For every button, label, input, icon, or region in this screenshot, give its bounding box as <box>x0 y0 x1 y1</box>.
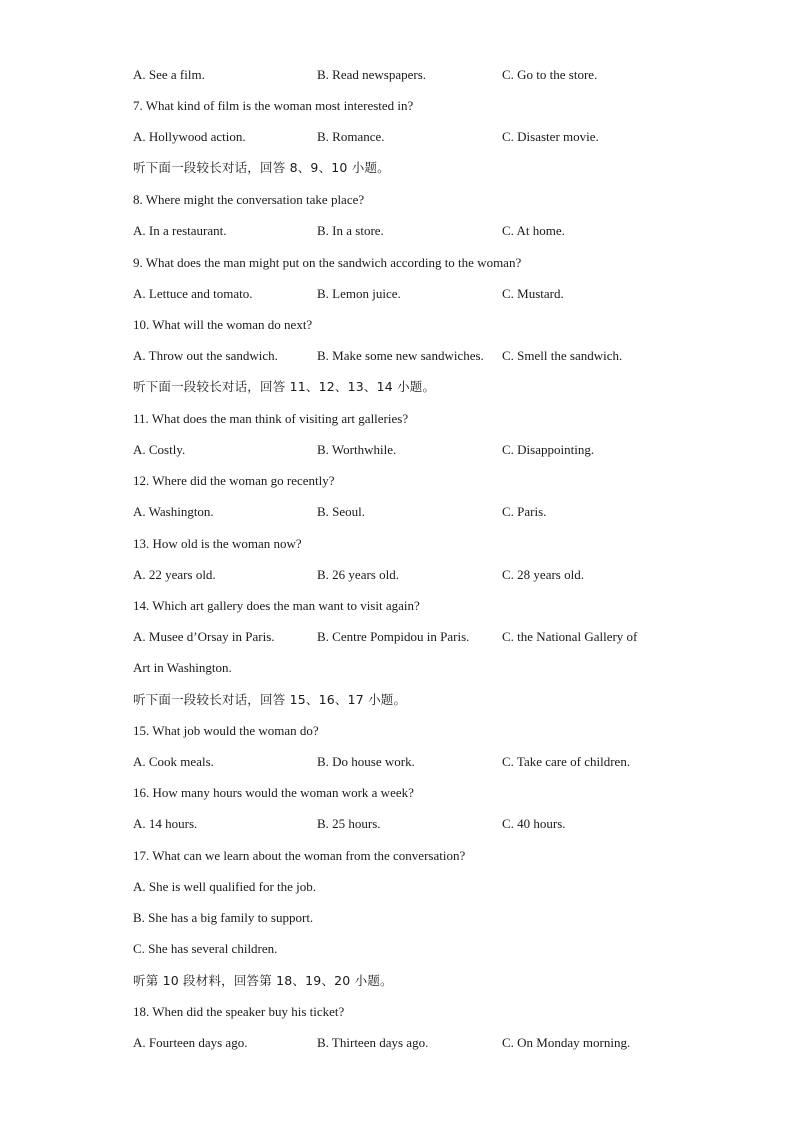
option-b: B. Romance. <box>317 129 385 144</box>
question-18: 18. When did the speaker buy his ticket? <box>133 1004 345 1019</box>
option-c: C. 40 hours. <box>502 816 566 831</box>
option-b: B. Lemon juice. <box>317 286 401 301</box>
section-heading-15-17: 听下面一段较长对话，回答 15、16、17 小题。 <box>133 692 407 707</box>
option-c: C. She has several children. <box>133 941 278 956</box>
option-b: B. Thirteen days ago. <box>317 1035 429 1050</box>
option-c: C. Smell the sandwich. <box>502 348 623 363</box>
option-c: C. On Monday morning. <box>502 1035 631 1050</box>
question-16: 16. How many hours would the woman work a week? <box>133 785 414 800</box>
option-a: A. Musee d’Orsay in Paris. <box>133 629 275 644</box>
question-7: 7. What kind of film is the woman most interested in? <box>133 98 414 113</box>
option-c: C. Take care of children. <box>502 754 631 769</box>
option-a: A. Lettuce and tomato. <box>133 286 253 301</box>
section-heading-18-20: 听第 10 段材料，回答第 18、19、20 小题。 <box>133 973 393 988</box>
option-c: C. Disaster movie. <box>502 129 599 144</box>
section-heading-8-10: 听下面一段较长对话，回答 8、9、10 小题。 <box>133 160 390 175</box>
option-a: A. Hollywood action. <box>133 129 246 144</box>
option-b: B. Seoul. <box>317 504 366 519</box>
option-b: B. Worthwhile. <box>317 442 397 457</box>
question-12: 12. Where did the woman go recently? <box>133 473 335 488</box>
section-heading-11-14: 听下面一段较长对话，回答 11、12、13、14 小题。 <box>133 379 436 394</box>
option-a: A. Fourteen days ago. <box>133 1035 248 1050</box>
question-10: 10. What will the woman do next? <box>133 317 313 332</box>
option-a: A. She is well qualified for the job. <box>133 879 317 894</box>
option-a: A. In a restaurant. <box>133 223 227 238</box>
option-a: A. Costly. <box>133 442 186 457</box>
question-17: 17. What can we learn about the woman from the conversation? <box>133 848 466 863</box>
option-a: A. Cook meals. <box>133 754 214 769</box>
option-a: A. 14 hours. <box>133 816 198 831</box>
option-b: B. 26 years old. <box>317 567 399 582</box>
option-b: B. Centre Pompidou in Paris. <box>317 629 470 644</box>
option-c: C. Disappointing. <box>502 442 595 457</box>
option-c: C. 28 years old. <box>502 567 584 582</box>
question-11: 11. What does the man think of visiting art galleries? <box>133 411 409 426</box>
question-8: 8. Where might the conversation take place? <box>133 192 365 207</box>
question-14: 14. Which art gallery does the man want to visit again? <box>133 598 420 613</box>
question-9: 9. What does the man might put on the sandwich according to the woman? <box>133 255 522 270</box>
option-b: B. Do house work. <box>317 754 415 769</box>
option-c: C. Mustard. <box>502 286 564 301</box>
option-b: B. In a store. <box>317 223 384 238</box>
option-a: A. 22 years old. <box>133 567 216 582</box>
option-c: C. Go to the store. <box>502 67 598 82</box>
option-b: B. Make some new sandwiches. <box>317 348 484 363</box>
option-b: B. She has a big family to support. <box>133 910 314 925</box>
option-b: B. 25 hours. <box>317 816 381 831</box>
option-c: C. Paris. <box>502 504 547 519</box>
option-c-continuation: Art in Washington. <box>133 660 232 675</box>
question-13: 13. How old is the woman now? <box>133 536 302 551</box>
option-b: B. Read newspapers. <box>317 67 427 82</box>
option-a: A. Throw out the sandwich. <box>133 348 278 363</box>
option-a: A. Washington. <box>133 504 214 519</box>
option-a: A. See a film. <box>133 67 205 82</box>
option-c: C. the National Gallery of <box>502 629 638 644</box>
question-15: 15. What job would the woman do? <box>133 723 319 738</box>
option-c: C. At home. <box>502 223 565 238</box>
